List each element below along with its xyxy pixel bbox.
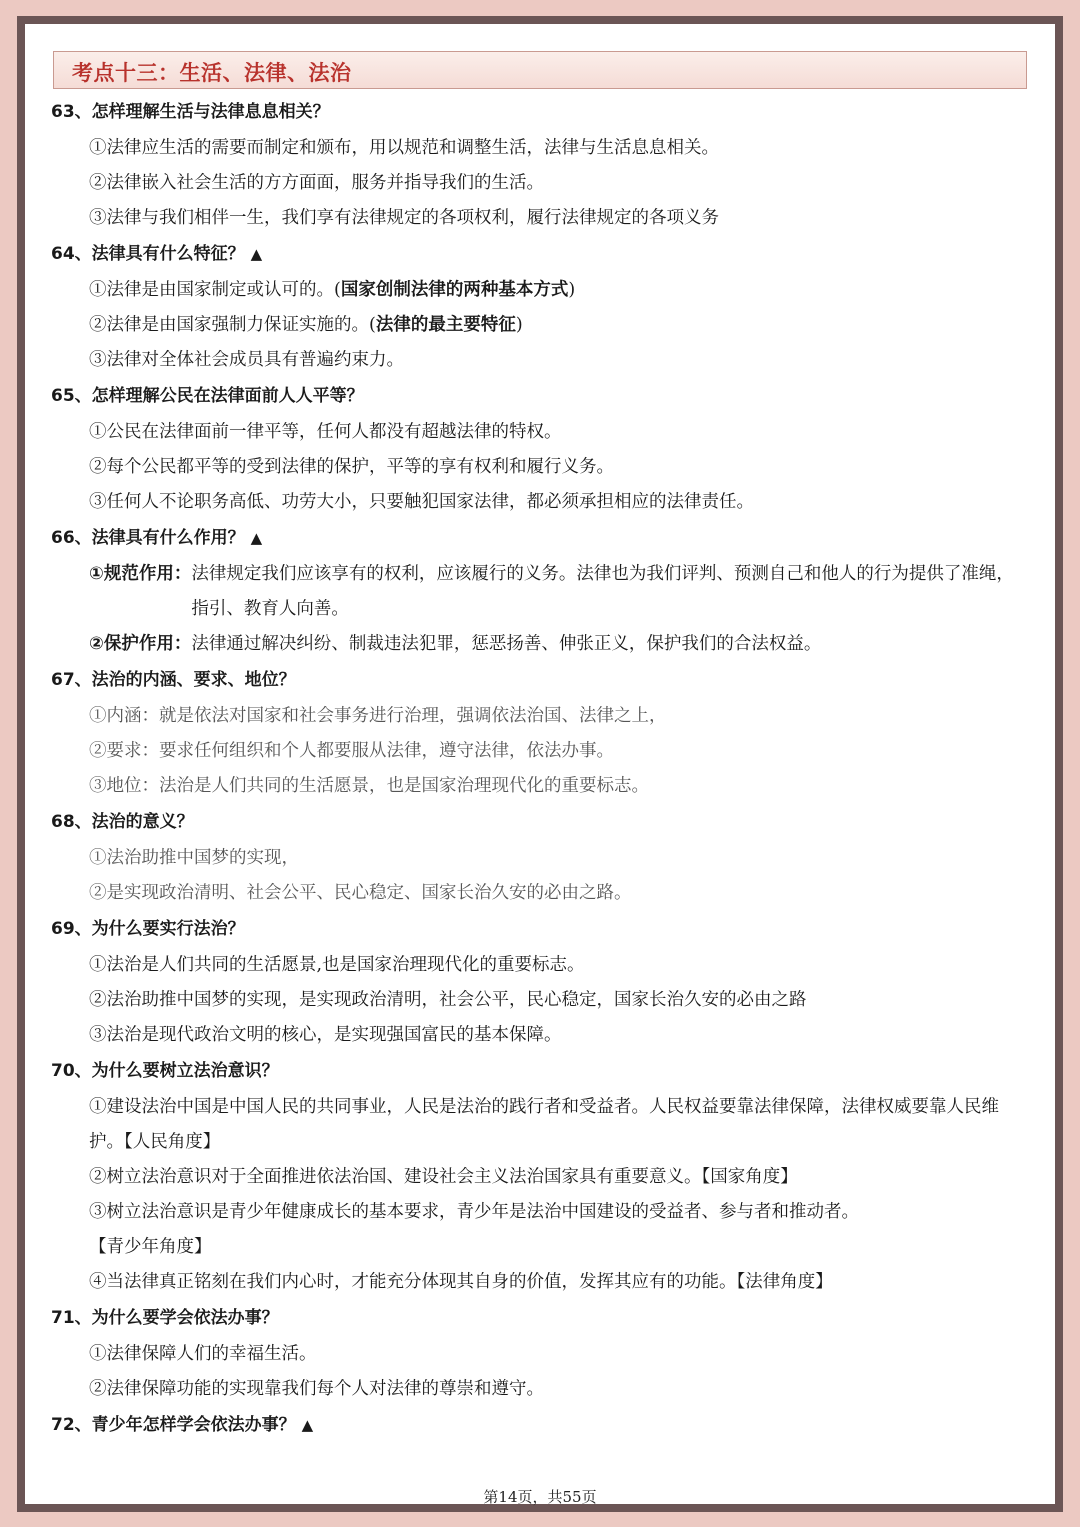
answer-item: ③法治是现代政治文明的核心，是实现强国富民的基本保障。 xyxy=(89,1025,562,1045)
answer-item: ④当法律真正铭刻在我们内心时，才能充分体现其自身的价值，发挥其应有的功能。【法律角度】 xyxy=(89,1272,833,1292)
answer-item: ①建设法治中国是中国人民的共同事业，人民是法治的践行者和受益者。人民权益要靠法律保障，法律权威要靠人民维护。【人民角度】 xyxy=(89,1097,999,1152)
key-point-marker-icon: ▲ xyxy=(250,245,263,263)
answer-label: ①规范作用： xyxy=(89,564,192,584)
answer-item: ①法律保障人们的幸福生活。 xyxy=(89,1344,317,1364)
question-67: 67、法治的内涵、要求、地位？ xyxy=(51,670,296,690)
answer-item: ②是实现政治清明、社会公平、民心稳定、国家长治久安的必由之路。 xyxy=(89,883,632,903)
answer-item-continued: 【青少年角度】 xyxy=(89,1237,212,1257)
question-63: 63、怎样理解生活与法律息息相关？ xyxy=(51,102,330,122)
page-frame xyxy=(17,16,1063,1512)
answer-item: ①内涵：就是依法对国家和社会事务进行治理，强调依法治国、法律之上， xyxy=(89,706,667,726)
question-text: 64、法律具有什么特征？ xyxy=(51,244,245,264)
question-66 xyxy=(51,520,1031,557)
answer-item: ①公民在法律面前一律平等，任何人都没有超越法律的特权。 xyxy=(89,422,562,442)
answer-item: ③树立法治意识是青少年健康成长的基本要求，青少年是法治中国建设的受益者、参与者和推动者。 xyxy=(89,1202,859,1222)
question-69: 69、为什么要实行法治？ xyxy=(51,919,245,939)
answer-item: ③任何人不论职务高低、功劳大小，只要触犯国家法律，都必须承担相应的法律责任。 xyxy=(89,492,754,512)
content-body xyxy=(51,94,1031,1444)
answer-text: 法律通过解决纠纷、制裁违法犯罪，惩恶扬善、伸张正义，保护我们的合法权益。 xyxy=(191,634,822,654)
answer-item: ②每个公民都平等的受到法律的保护，平等的享有权利和履行义务。 xyxy=(89,457,614,477)
answer-item: ③法律与我们相伴一生，我们享有法律规定的各项权利，履行法律规定的各项义务 xyxy=(89,208,719,228)
section-header xyxy=(53,51,1027,89)
answer-item: ①法律应生活的需要而制定和颁布，用以规范和调整生活，法律与生活息息相关。 xyxy=(89,138,719,158)
document-page xyxy=(25,24,1055,1504)
answer-item: ②法治助推中国梦的实现，是实现政治清明，社会公平，民心稳定，国家长治久安的必由之路 xyxy=(89,990,807,1010)
answer-item: ②法律保障功能的实现靠我们每个人对法律的尊崇和遵守。 xyxy=(89,1379,544,1399)
answer-item: ②树立法治意识对于全面推进依法治国、建设社会主义法治国家具有重要意义。【国家角度】 xyxy=(89,1167,798,1187)
question-72 xyxy=(51,1407,1031,1444)
question-text: 66、法律具有什么作用？ xyxy=(51,528,245,548)
page-number: 第14页，共55页 xyxy=(483,1488,597,1506)
question-65: 65、怎样理解公民在法律面前人人平等？ xyxy=(51,386,364,406)
question-68: 68、法治的意义？ xyxy=(51,812,194,832)
question-64 xyxy=(51,236,1031,273)
section-title: 考点十三：生活、法律、法治 xyxy=(72,61,352,85)
answer-item xyxy=(51,308,1031,343)
question-71: 71、为什么要学会依法办事？ xyxy=(51,1308,279,1328)
answer-item xyxy=(51,627,1031,662)
answer-item: ①法治助推中国梦的实现， xyxy=(89,848,299,868)
key-point-marker-icon: ▲ xyxy=(301,1416,314,1434)
answer-emphasis: 国家创制法律的两种基本方式 xyxy=(340,280,569,300)
answer-item: ②要求：要求任何组织和个人都要服从法律，遵守法律，依法办事。 xyxy=(89,741,614,761)
answer-item: ①法治是人们共同的生活愿景,也是国家治理现代化的重要标志。 xyxy=(89,955,585,975)
answer-text: ) xyxy=(568,280,576,300)
answer-text: 法律规定我们应该享有的权利，应该履行的义务。法律也为我们评判、预测自己和他人的行为提供了准绳，指引、教育人向善。 xyxy=(191,564,1014,619)
answer-emphasis: 法律的最主要特征 xyxy=(375,315,516,335)
key-point-marker-icon: ▲ xyxy=(250,529,263,547)
answer-item xyxy=(51,557,1031,627)
answer-text: ) xyxy=(515,315,523,335)
question-70: 70、为什么要树立法治意识？ xyxy=(51,1061,279,1081)
answer-label: ②保护作用： xyxy=(89,634,192,654)
answer-item: ②法律嵌入社会生活的方方面面，服务并指导我们的生活。 xyxy=(89,173,544,193)
answer-text: ②法律是由国家强制力保证实施的。( xyxy=(89,315,376,335)
answer-item xyxy=(51,273,1031,308)
question-text: 72、青少年怎样学会依法办事？ xyxy=(51,1415,296,1435)
answer-text: ①法律是由国家制定或认可的。( xyxy=(89,280,341,300)
answer-item: ③地位：法治是人们共同的生活愿景，也是国家治理现代化的重要标志。 xyxy=(89,776,649,796)
answer-item: ③法律对全体社会成员具有普遍约束力。 xyxy=(89,350,404,370)
